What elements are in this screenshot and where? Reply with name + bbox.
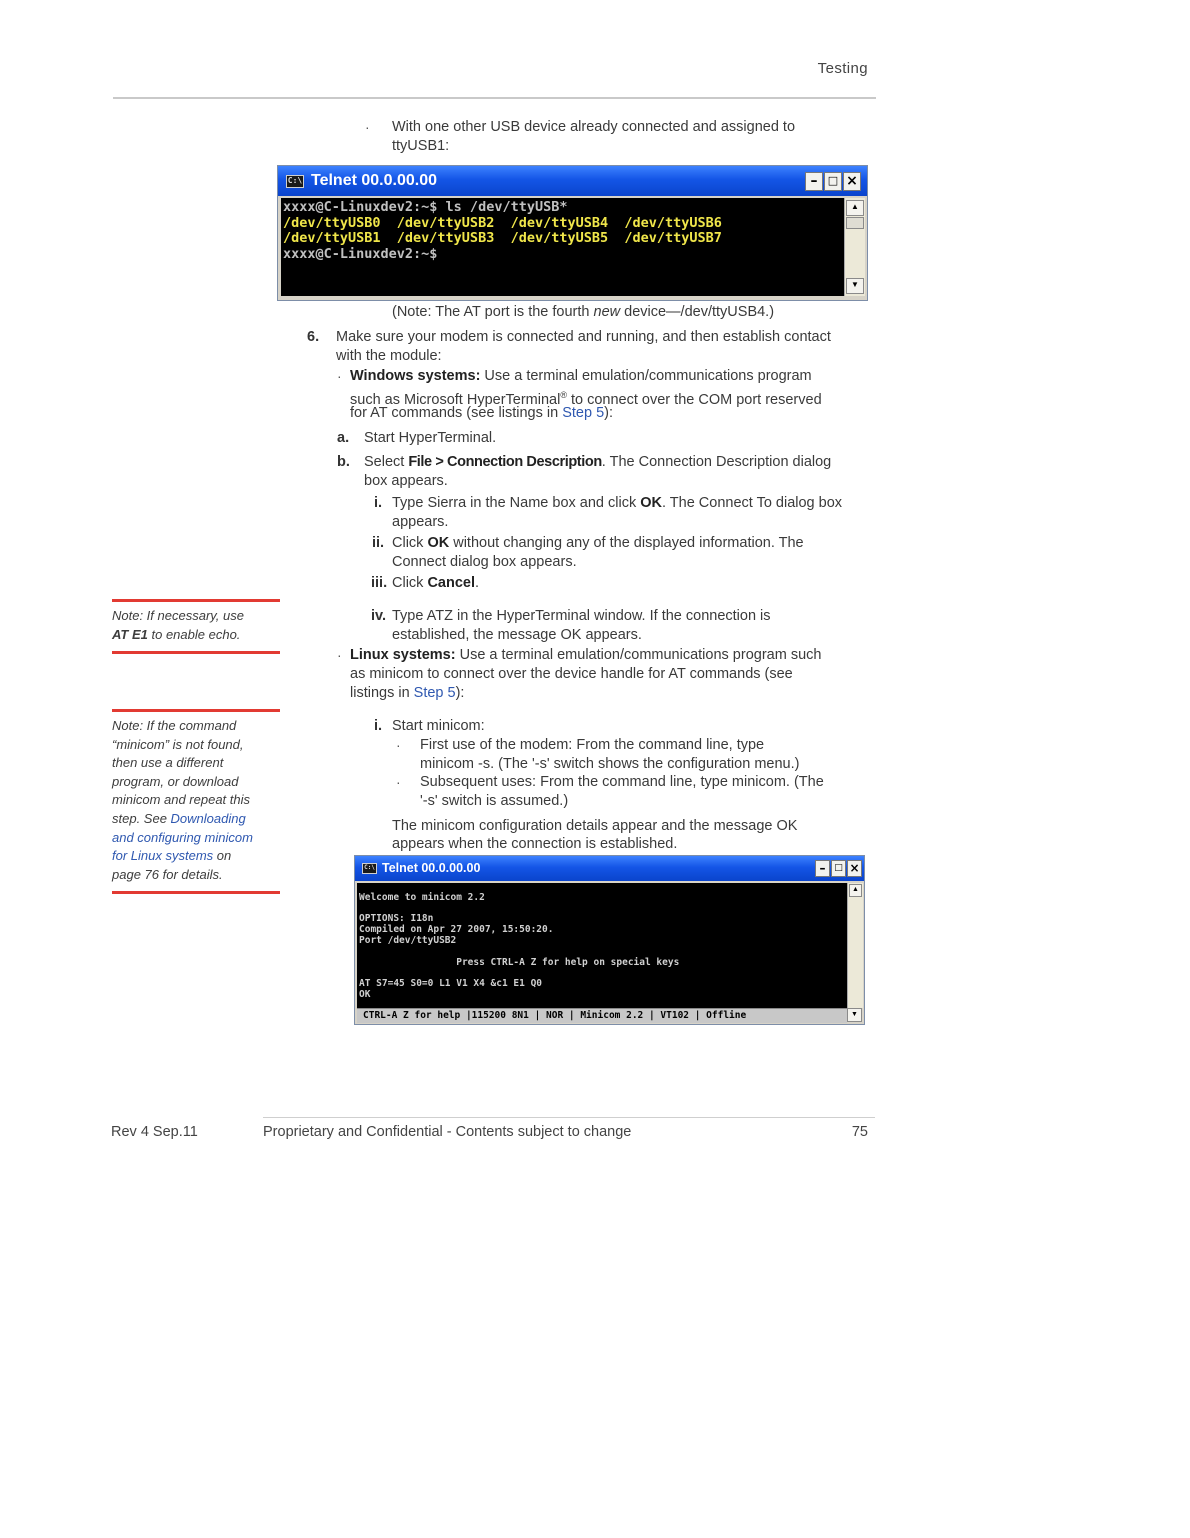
step-ii-line1 bbox=[392, 534, 804, 553]
step-iv-line1: Type ATZ in the HyperTerminal window. If the connection is bbox=[392, 608, 771, 624]
terminal-line: xxxx@C-Linuxdev2:~$ ls /dev/ttyUSB* bbox=[283, 199, 568, 215]
header-rule bbox=[113, 97, 876, 99]
windows-text: Use a terminal emulation/communications program bbox=[480, 368, 812, 384]
note-echo-line2 bbox=[112, 626, 240, 645]
sub-bullet1-line1: First use of the modem: From the command line, type bbox=[420, 737, 765, 753]
list-label: iii. bbox=[371, 575, 388, 591]
scroll-down-arrow-icon[interactable]: ▼ bbox=[846, 278, 864, 294]
step-iii-text: . bbox=[475, 575, 480, 591]
bullet-marker: · bbox=[365, 119, 370, 135]
windows-line1 bbox=[350, 367, 812, 386]
note-minicom-line6 bbox=[112, 810, 246, 829]
step-iii-text: Click bbox=[392, 575, 428, 591]
sub-bullet1-line2: minicom -s. (The '-s' switch shows the configuration menu.) bbox=[420, 756, 800, 772]
windows-label: Windows systems: bbox=[350, 368, 481, 384]
list-label: a. bbox=[337, 430, 350, 446]
menu-path: File > Connection Description bbox=[408, 454, 602, 470]
linux-text: Use a terminal emulation/communications program such bbox=[455, 647, 822, 663]
note-suffix: device—/dev/ttyUSB4.) bbox=[620, 304, 775, 320]
step-a-text: Start HyperTerminal. bbox=[364, 430, 497, 446]
list-label: b. bbox=[337, 454, 350, 470]
running-header: Testing bbox=[817, 60, 868, 77]
list-label: i. bbox=[374, 718, 383, 734]
step5-link[interactable]: Step 5 bbox=[413, 685, 456, 701]
windows-text: for AT commands (see listings in bbox=[350, 405, 563, 421]
minicom-status-bar bbox=[357, 1008, 847, 1023]
title-bar bbox=[355, 856, 864, 881]
step-ii-line2: Connect dialog box appears. bbox=[392, 554, 577, 570]
note-minicom-line8 bbox=[112, 847, 231, 866]
window-title: Telnet 00.0.00.00 bbox=[382, 861, 481, 875]
step-b-line1 bbox=[364, 453, 831, 472]
footer-revision: Rev 4 Sep.11 bbox=[111, 1124, 198, 1140]
note-rule bbox=[112, 651, 280, 654]
windows-line3 bbox=[350, 404, 613, 423]
windows-text: ): bbox=[604, 405, 613, 421]
downloading-minicom-link[interactable]: and configuring minicom bbox=[112, 830, 253, 845]
terminal-screen[interactable] bbox=[281, 198, 844, 296]
bullet-marker: · bbox=[337, 647, 342, 663]
list-label: iv. bbox=[371, 608, 387, 624]
terminal-line: Welcome to minicom 2.2 bbox=[359, 892, 485, 903]
vertical-scrollbar[interactable] bbox=[844, 198, 865, 296]
bullet-marker: · bbox=[396, 737, 401, 753]
note-text: on bbox=[213, 848, 232, 863]
console-icon: C:\ bbox=[286, 175, 304, 188]
intro-bullet-line1: With one other USB device already connected and assigned to bbox=[392, 119, 796, 135]
windows-text: to connect over the COM port reserved bbox=[566, 391, 822, 408]
note-echo-line1: Note: If necessary, use bbox=[112, 608, 244, 623]
scroll-down-arrow-icon[interactable]: ▼ bbox=[847, 1008, 862, 1022]
ok-label: OK bbox=[427, 535, 450, 551]
result-line2: appears when the connection is established. bbox=[392, 836, 678, 852]
note-text: to enable echo. bbox=[147, 627, 241, 642]
ok-label: OK bbox=[640, 495, 662, 511]
intro-bullet-line2: ttyUSB1: bbox=[392, 138, 450, 154]
status-bar-text: CTRL-A Z for help |115200 8N1 | NOR | Minicom 2.2 | VT102 | Offline bbox=[363, 1010, 747, 1021]
terminal-line: Port /dev/ttyUSB2 bbox=[359, 934, 457, 946]
note-minicom-line7 bbox=[112, 829, 253, 848]
scroll-up-arrow-icon[interactable]: ▲ bbox=[849, 884, 862, 897]
step-i-text: . The Connect To dialog box bbox=[661, 495, 843, 511]
footer-confidential: Proprietary and Confidential - Contents subject to change bbox=[263, 1124, 632, 1140]
maximize-button[interactable]: □ bbox=[824, 172, 842, 191]
step5-link[interactable]: Step 5 bbox=[562, 405, 605, 421]
terminal-screen[interactable] bbox=[357, 883, 847, 1008]
telnet-window-1 bbox=[277, 165, 868, 301]
step-b-text: . The Connection Description dialog bbox=[601, 454, 832, 470]
at-port-note bbox=[392, 303, 774, 322]
sub-bullet2-line1: Subsequent uses: From the command line, type minicom. (The bbox=[420, 774, 824, 790]
windows-text: such as Microsoft HyperTerminal bbox=[350, 391, 561, 408]
footer-rule bbox=[263, 1117, 875, 1118]
terminal-line: Compiled on Apr 27 2007, 15:50:20. bbox=[359, 923, 554, 935]
terminal-line: OPTIONS: I18n bbox=[359, 913, 434, 924]
result-line1: The minicom configuration details appear and the message OK bbox=[392, 818, 798, 834]
cancel-label: Cancel bbox=[427, 575, 476, 591]
scroll-up-arrow-icon[interactable]: ▲ bbox=[846, 200, 864, 216]
step-iii-line bbox=[392, 574, 479, 593]
note-rule bbox=[112, 599, 280, 602]
step-i-text: Type Sierra in the Name box and click bbox=[392, 495, 641, 511]
step-b-text: Select bbox=[364, 454, 409, 470]
list-label: i. bbox=[374, 495, 383, 511]
sub-bullet2-line2: '-s' switch is assumed.) bbox=[420, 793, 569, 809]
note-rule bbox=[112, 709, 280, 712]
scroll-thumb[interactable] bbox=[846, 217, 864, 229]
minimize-button[interactable]: – bbox=[805, 172, 823, 191]
step-i-line2: appears. bbox=[392, 514, 449, 530]
step6-line2: with the module: bbox=[336, 348, 442, 364]
step-ii-text: Click bbox=[392, 535, 428, 551]
terminal-line: Press CTRL-A Z for help on special keys bbox=[359, 957, 680, 968]
note-minicom-line9: page 76 for details. bbox=[112, 867, 223, 882]
note-minicom-line4: program, or download bbox=[112, 774, 239, 789]
bullet-marker: · bbox=[396, 774, 401, 790]
note-command: AT E1 bbox=[112, 627, 148, 642]
step-i-line1 bbox=[392, 494, 842, 513]
close-button[interactable]: × bbox=[847, 860, 862, 877]
note-emphasis: new bbox=[593, 304, 621, 320]
step-number: 6. bbox=[307, 329, 320, 345]
step-b-line2: box appears. bbox=[364, 473, 448, 489]
title-bar bbox=[278, 166, 867, 196]
note-minicom-line5: minicom and repeat this bbox=[112, 792, 251, 807]
step6-line1: Make sure your modem is connected and running, and then establish contact bbox=[336, 329, 831, 345]
terminal-line: xxxx@C-Linuxdev2:~$ bbox=[283, 245, 438, 262]
minimize-button[interactable]: – bbox=[815, 860, 830, 877]
terminal-line: AT S7=45 S0=0 L1 V1 X4 &c1 E1 Q0 bbox=[359, 978, 543, 989]
note-minicom-line1: Note: If the command bbox=[112, 718, 237, 733]
note-prefix: (Note: The AT port is the fourth bbox=[392, 304, 594, 320]
terminal-line: /dev/ttyUSB0 /dev/ttyUSB2 /dev/ttyUSB4 /dev/ttyUSB6 bbox=[283, 214, 722, 231]
note-rule bbox=[112, 891, 280, 894]
downloading-minicom-link[interactable]: Downloading bbox=[170, 811, 246, 826]
linux-line1 bbox=[350, 646, 821, 665]
maximize-button[interactable]: □ bbox=[831, 860, 846, 877]
console-icon: C:\ bbox=[362, 863, 377, 874]
terminal-line: OK bbox=[359, 988, 371, 1000]
step-ii-text: without changing any of the displayed information. The bbox=[449, 535, 804, 551]
note-minicom-line2: “minicom” is not found, bbox=[112, 737, 244, 752]
bullet-marker: · bbox=[337, 368, 342, 384]
page-number: 75 bbox=[851, 1124, 868, 1140]
terminal-line: /dev/ttyUSB1 /dev/ttyUSB3 /dev/ttyUSB5 /dev/ttyUSB7 bbox=[283, 230, 722, 246]
downloading-minicom-link[interactable]: for Linux systems bbox=[112, 848, 214, 863]
vertical-scrollbar[interactable] bbox=[847, 883, 863, 1008]
registered-mark: ® bbox=[560, 390, 567, 400]
linux-step-i: Start minicom: bbox=[392, 718, 485, 734]
linux-line3 bbox=[350, 684, 464, 703]
linux-label: Linux systems: bbox=[350, 647, 456, 663]
step-iv-line2: established, the message OK appears. bbox=[392, 627, 642, 643]
linux-text: listings in bbox=[350, 685, 414, 701]
linux-line2: as minicom to connect over the device handle for AT commands (see bbox=[350, 666, 793, 682]
window-title: Telnet 00.0.00.00 bbox=[311, 172, 437, 189]
list-label: ii. bbox=[372, 535, 385, 551]
note-text: step. See bbox=[112, 811, 171, 826]
telnet-window-2 bbox=[354, 855, 865, 1025]
close-button[interactable]: × bbox=[843, 172, 861, 191]
note-minicom-line3: then use a different bbox=[112, 755, 224, 770]
linux-text: ): bbox=[455, 685, 465, 701]
